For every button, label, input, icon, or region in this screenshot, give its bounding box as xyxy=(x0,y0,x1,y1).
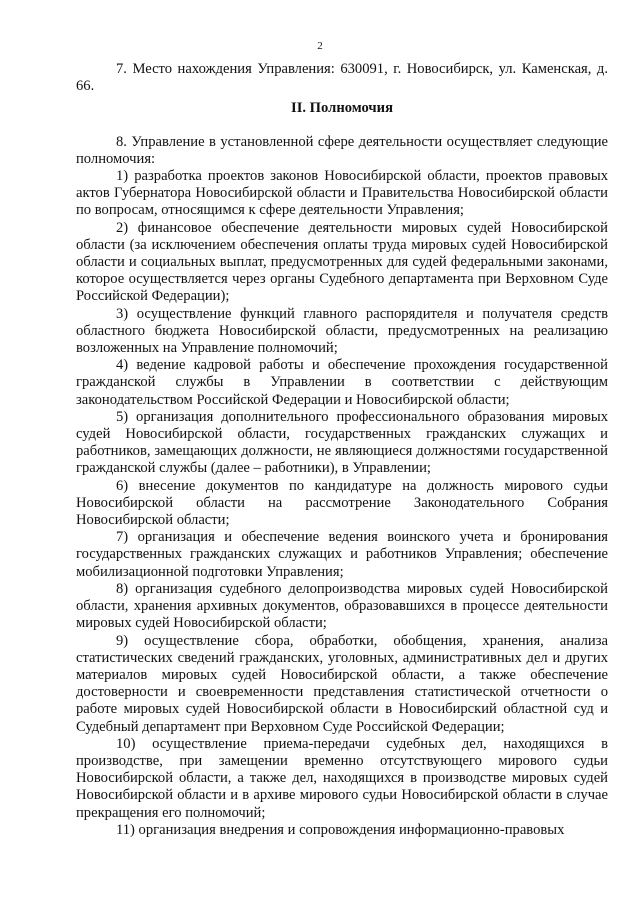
paragraph-item-8: 8) организация судебного делопроизводства мировых судей Новосибирской области, хранения архивных документов, образовавшихся в процессе деятельности мировых судей Новосибирской области; xyxy=(76,580,608,632)
paragraph-item-1: 1) разработка проектов законов Новосибирской области, проектов правовых актов Губернатора Новосибирской области и Правительства Новосибирской области по вопросам, относящимся к сфере деятельности Управления; xyxy=(76,168,608,219)
page-number: 2 xyxy=(317,40,323,52)
paragraph-item-4: 4) ведение кадровой работы и обеспечение прохождения государственной гражданской службы в Управлении в соответствии с действующим законодательством Российской Федерации и Новосибирской области; xyxy=(76,357,608,408)
section-heading: II. Полномочия xyxy=(291,100,393,117)
paragraph-item-10: 10) осуществление приема-передачи судебных дел, находящихся в производстве, при замещении временно отсутствующего мирового судьи Новосибирской области, а также дел, находящихся в производстве мировых судей Новосибирской области и в архиве мирового судьи Новосибирской области в случае прекращения его полномочий; xyxy=(76,735,608,821)
paragraph-intro: 8. Управление в установленной сфере деятельности осуществляет следующие полномочия: xyxy=(76,133,608,167)
paragraph-item-7: 7) организация и обеспечение ведения воинского учета и бронирования государственных гражданских служащих и работников Управления; обеспечение мобилизационной подготовки Управления; xyxy=(76,529,608,580)
document-body xyxy=(76,61,608,839)
paragraph-item-3: 3) осуществление функций главного распорядителя и получателя средств областного бюджета Новосибирской области, предусмотренных на реализацию возложенных на Управление полномочий; xyxy=(76,305,608,357)
paragraph-item-6: 6) внесение документов по кандидатуре на должность мирового судьи Новосибирской области на рассмотрение Законодательного Собрания Новосибирской области; xyxy=(76,477,608,529)
paragraph-item-11: 11) организация внедрения и сопровождения информационно-правовых xyxy=(116,821,565,838)
paragraph-item-5: 5) организация дополнительного профессионального образования мировых судей Новосибирской области, государственных гражданских служащих и работников, замещающих должности, не являющиеся должностями государственной гражданской службы (далее – работники), в Управлении; xyxy=(76,408,608,477)
paragraph-item-2: 2) финансовое обеспечение деятельности мировых судей Новосибирской области (за исключением обеспечения оплаты труда мировых судей Новосибирской области и социальных выплат, предусмотренных для судей федеральными законами, которое осуществляется через органы Судебного департамента при Верховном Суде Российской Федерации); xyxy=(76,219,608,305)
paragraph-item-9: 9) осуществление сбора, обработки, обобщения, хранения, анализа статистических сведений гражданских, уголовных, административных дел и других материалов мировых судей Новосибирской области, а также обеспечение достоверности и своевременности представления статистической отчетности о работе мировых судей Новосибирской области в Новосибирский областной суд и Судебный департамент при Верховном Суде Российской Федерации; xyxy=(76,632,608,735)
paragraph-location: 7. Место нахождения Управления: 630091, г. Новосибирск, ул. Каменская, д. 66. xyxy=(76,61,608,95)
